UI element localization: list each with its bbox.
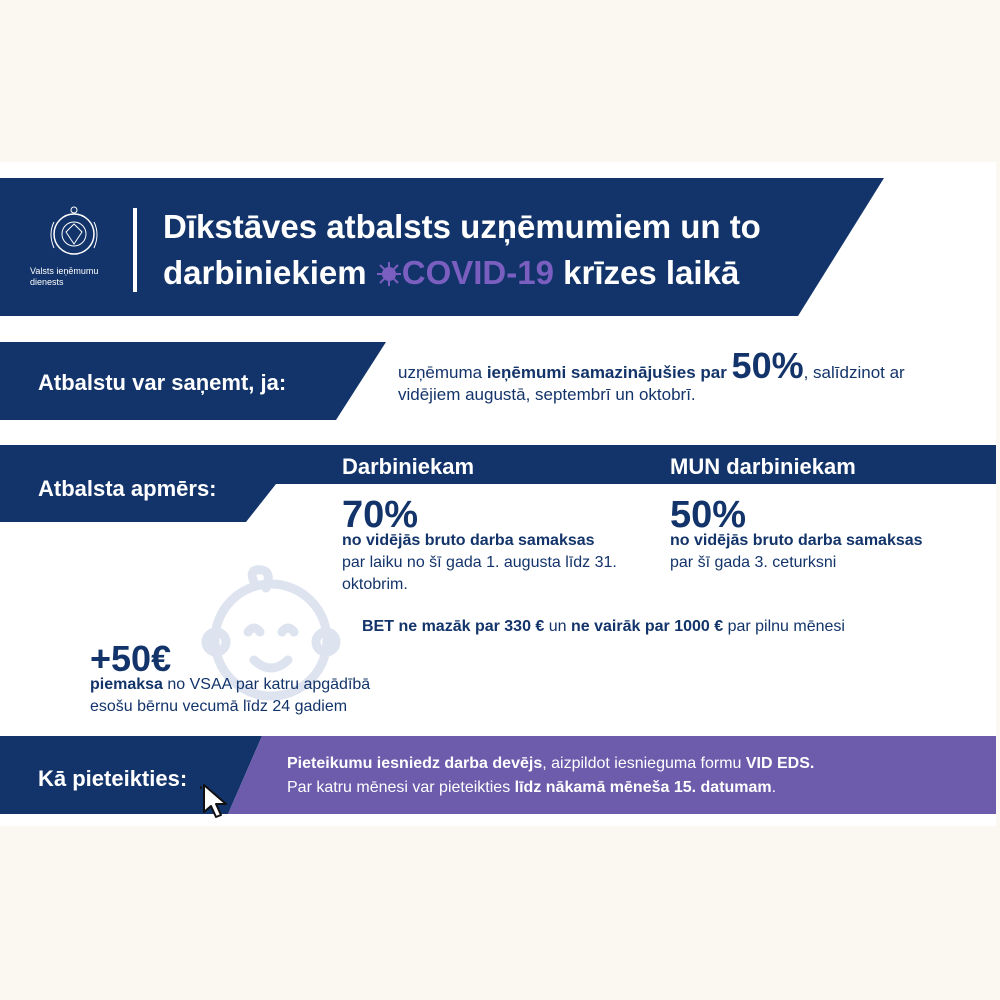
apply-line-1: [287, 752, 987, 776]
logo-text: Valsts ieņēmumu dienests: [30, 266, 99, 287]
apply-text: [287, 752, 987, 800]
header-divider: [133, 208, 137, 292]
apply-line2-pre: Par katru mēnesi var pieteikties: [287, 779, 515, 796]
apply-line1-bold2: VID EDS.: [745, 755, 815, 772]
limits-min: ne mazāk par 330 €: [398, 618, 545, 635]
page-title: [163, 204, 843, 296]
infographic-card: [0, 162, 996, 826]
apply-label: Kā pieteikties:: [38, 766, 188, 791]
salary-limits: [362, 618, 845, 636]
child-bonus-text: [90, 674, 410, 718]
mun-employee-percent: 50%: [670, 494, 747, 536]
condition-text-bold: ieņēmumi samazinājušies par: [486, 363, 732, 382]
title-line-2-post: krīzes laikā: [553, 254, 740, 291]
limits-and: un: [544, 618, 572, 635]
title-covid: COVID-19: [401, 254, 554, 291]
child-bonus-desc: no VSAA par katru apgādībā esošu bērnu vecumā līdz 24 gadiem: [90, 676, 371, 715]
child-bonus-value: +50€: [90, 638, 172, 679]
limits-max: ne vairāk par 1000 €: [571, 618, 724, 635]
mun-employee-description: [670, 530, 970, 574]
cursor-icon: [200, 782, 234, 820]
mun-desc-bold: no vidējās bruto darba samaksas: [670, 532, 923, 549]
amount-label: Atbalsta apmērs:: [38, 476, 217, 501]
condition-text-post: , salīdzinot ar vidējiem augustā, septembrī un oktobrī.: [398, 363, 905, 404]
apply-line1-mid: , aizpildot iesnieguma formu: [542, 755, 746, 772]
apply-line1-bold: Pieteikumu iesniedz darba devējs: [287, 755, 543, 772]
employee-percent: 70%: [342, 494, 419, 536]
employee-desc-bold: no vidējās bruto darba samaksas: [342, 532, 595, 549]
crest-icon: [44, 204, 104, 262]
mun-employee-heading: MUN darbiniekam: [670, 454, 856, 479]
limits-suffix: par pilnu mēnesi: [723, 618, 845, 635]
title-line-1: Dīkstāves atbalsts uzņēmumiem un to: [163, 208, 761, 245]
employee-description: [342, 530, 632, 596]
condition-label: Atbalstu var saņemt, ja:: [38, 370, 287, 395]
condition-text: [398, 345, 958, 406]
child-bonus-bold: piemaksa: [90, 676, 163, 693]
virus-icon: [376, 261, 402, 287]
apply-line2-bold: līdz nākamā mēneša 15. datumam: [514, 779, 772, 796]
limits-bet: BET: [362, 618, 394, 635]
employee-heading: Darbiniekam: [342, 454, 475, 479]
condition-text-pre: uzņēmuma: [398, 363, 487, 382]
apply-line2-post: .: [771, 779, 777, 796]
title-line-2: [163, 250, 843, 296]
employee-desc: par laiku no šī gada 1. augusta līdz 31. oktobrim.: [342, 554, 617, 593]
apply-line-2: [287, 776, 987, 800]
mun-desc: par šī gada 3. ceturksni: [670, 554, 837, 571]
condition-big-value: 50%: [731, 345, 804, 386]
title-line-2-pre: darbiniekiem: [163, 254, 376, 291]
